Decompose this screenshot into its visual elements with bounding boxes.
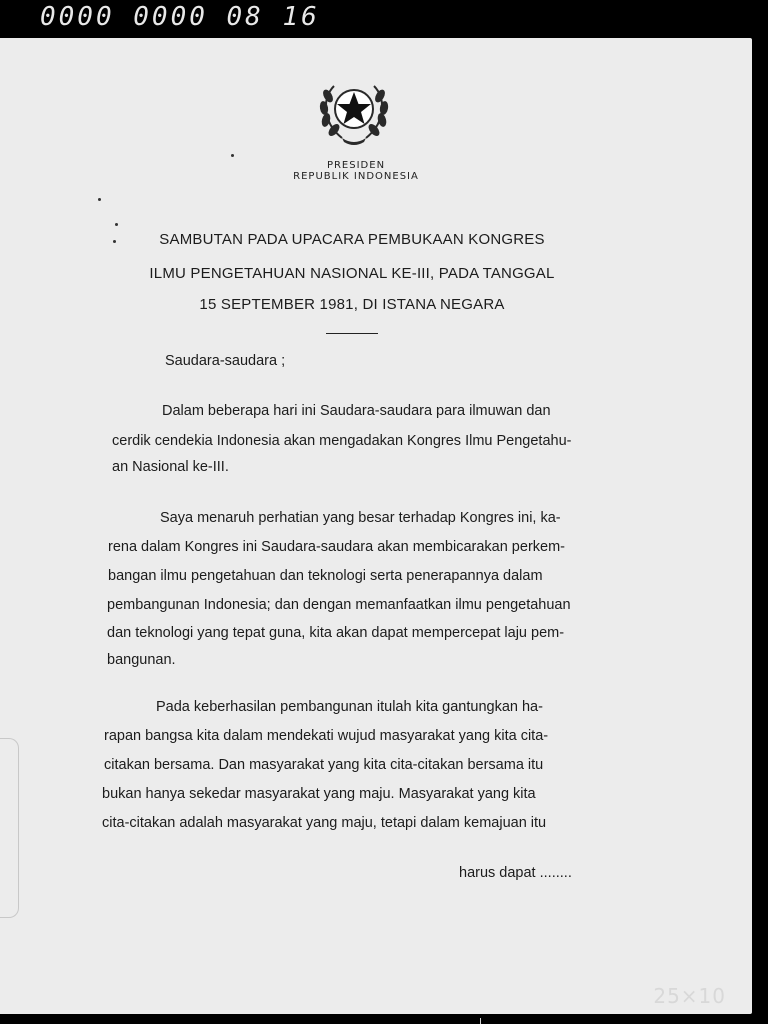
- paragraph-1-line: Dalam beberapa hari ini Saudara-saudara para ilmuwan dan: [162, 403, 551, 419]
- paragraph-3-line: cita-citakan adalah masyarakat yang maju, tetapi dalam kemajuan itu: [102, 815, 547, 831]
- document-sheet: [0, 38, 752, 1014]
- paragraph-2-line: rena dalam Kongres ini Saudara-saudara akan membicarakan perkem-: [108, 539, 565, 555]
- paper-crease: [40, 1018, 481, 1024]
- paragraph-3-line: bukan hanya sekedar masyarakat yang maju. Masyarakat yang kita: [102, 786, 536, 802]
- title-underline: [326, 333, 378, 334]
- dust-speck: [98, 198, 101, 201]
- salutation: Saudara-saudara ;: [165, 353, 286, 369]
- paragraph-2-line: bangan ilmu pengetahuan dan teknologi serta penerapannya dalam: [108, 568, 543, 584]
- frame-mark: 25×10: [653, 984, 726, 1008]
- dust-speck: [115, 223, 118, 226]
- paragraph-2-line: bangunan.: [107, 652, 176, 668]
- letterhead-title: PRESIDEN: [326, 160, 386, 171]
- paragraph-2-line: Saya menaruh perhatian yang besar terhadap Kongres ini, ka-: [160, 510, 561, 526]
- speech-title-line-1: SAMBUTAN PADA UPACARA PEMBUKAAN KONGRES: [159, 231, 545, 248]
- speech-title-line-3: 15 SEPTEMBER 1981, DI ISTANA NEGARA: [199, 296, 505, 313]
- dust-speck: [113, 240, 116, 243]
- paragraph-3-line: rapan bangsa kita dalam mendekati wujud masyarakat yang kita cita-: [104, 728, 549, 744]
- paragraph-1-line: cerdik cendekia Indonesia akan mengadakan Kongres Ilmu Pengetahu-: [112, 433, 572, 449]
- paragraph-1-line: an Nasional ke-III.: [112, 459, 229, 475]
- paragraph-3-line: Pada keberhasilan pembangunan itulah kita gantungkan ha-: [156, 699, 543, 715]
- speech-title-line-2: ILMU PENGETAHUAN NASIONAL KE-III, PADA TANGGAL: [149, 265, 555, 282]
- continuation-text: harus dapat ........: [459, 865, 572, 881]
- paragraph-2-line: pembangunan Indonesia; dan dengan memanfaatkan ilmu pengetahuan: [107, 597, 571, 613]
- paragraph-3-line: citakan bersama. Dan masyarakat yang kita cita-citakan bersama itu: [104, 757, 544, 773]
- star-wreath-emblem-icon: [312, 76, 396, 148]
- dust-speck: [231, 154, 234, 157]
- film-code: 0000 0000 08 16: [40, 2, 320, 32]
- paper-edge-mark: [0, 738, 19, 918]
- letterhead-subtitle: REPUBLIK INDONESIA: [293, 171, 419, 182]
- paragraph-2-line: dan teknologi yang tepat guna, kita akan dapat mempercepat laju pem-: [107, 625, 565, 641]
